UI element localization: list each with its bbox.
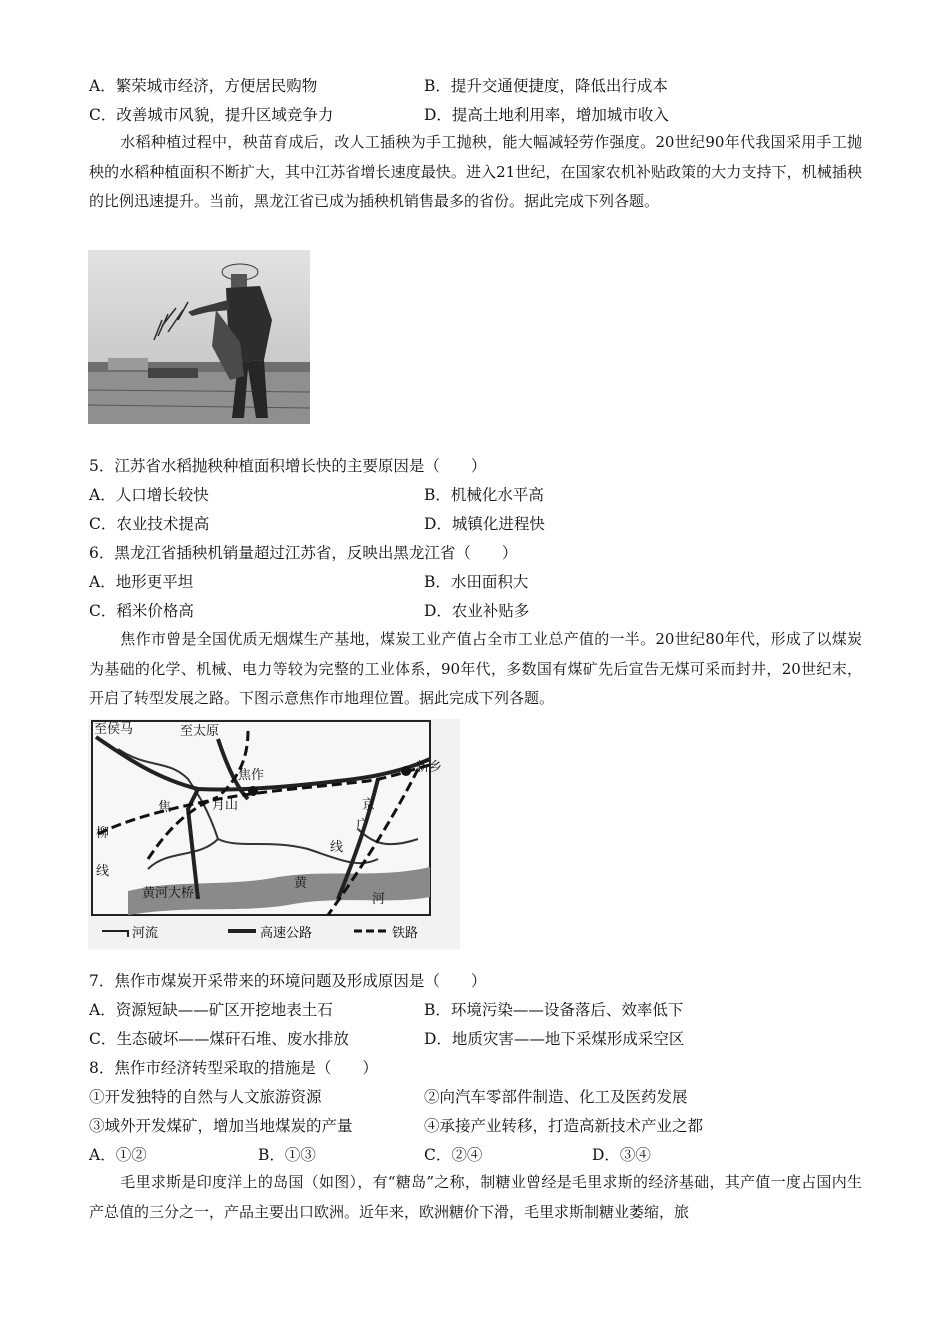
xinxiang-city-dot — [401, 766, 411, 776]
mauritius-passage — [89, 1168, 862, 1227]
jiaozuo-passage — [89, 625, 862, 714]
q7-option-a: A．资源短缺——矿区开挖地表土石 — [89, 1001, 333, 1019]
q8-option-a: A．①② — [89, 1146, 147, 1164]
q8-statement-2: ②向汽车零部件制造、化工及医药发展 — [424, 1088, 688, 1106]
q5-option-a: A．人口增长较快 — [89, 486, 209, 504]
jiaozuo-passage-text: 焦作市曾是全国优质无烟煤生产基地，煤炭工业产值占全市工业总产值的一半。20世纪80年代，形成了以煤炭为基础的化学、机械、电力等较为完整的工业体系，90年代，多数国有煤矿先后宣告无煤可采而封井，20世纪末，开启了转型发展之路。下图示意焦作市地理位置。据此完成下列各题。 — [89, 630, 862, 707]
jiaozuo-city-dot — [248, 786, 258, 796]
q7-option-c: C．生态破坏——煤矸石堆、废水排放 — [89, 1030, 349, 1048]
q8-stem: 8．焦作市经济转型采取的措施是（ ） — [89, 1059, 378, 1077]
map-label-huang: 黄 — [294, 876, 308, 891]
q4-option-a: A．繁荣城市经济，方便居民购物 — [89, 77, 318, 95]
q7-stem: 7．焦作市煤炭开采带来的环境问题及形成原因是（ ） — [89, 972, 487, 990]
q8-statement-3: ③域外开发煤矿，增加当地煤炭的产量 — [89, 1117, 353, 1135]
q6-option-a: A．地形更平坦 — [89, 573, 194, 591]
map-label-houma: 至侯马 — [94, 722, 134, 737]
map-label-jiaozuo: 焦作 — [238, 768, 265, 783]
q8-option-b: B．①③ — [258, 1146, 316, 1164]
q7-option-b: B．环境污染——设备落后、效率低下 — [424, 1001, 684, 1019]
map-label-xian-left: 线 — [96, 864, 110, 879]
rice-passage-text: 水稻种植过程中，秧苗育成后，改人工插秧为手工抛秧，能大幅减轻劳作强度。20世纪90年代我国采用手工抛秧的水稻种植面积不断扩大，其中江苏省增长速度最快。进入21世纪，在国家农机补贴政策的大力支持下，机械插秧的比例迅速提升。当前，黑龙江省已成为插秧机销售最多的省份。据此完成下列各题。 — [89, 133, 862, 210]
map-label-xian-right: 线 — [330, 840, 344, 855]
q5-stem: 5．江苏省水稻抛秧种植面积增长快的主要原因是（ ） — [89, 457, 487, 475]
q6-option-b: B．水田面积大 — [424, 573, 529, 591]
q5-option-d: D．城镇化进程快 — [424, 515, 545, 533]
q4-option-b: B．提升交通便捷度，降低出行成本 — [424, 77, 668, 95]
legend-river-label: 河流 — [132, 926, 159, 941]
map-label-guang: 广 — [356, 818, 370, 833]
map-label-xinxiang: 新乡 — [416, 760, 443, 775]
q5-option-c: C．农业技术提高 — [89, 515, 210, 533]
rice-passage — [89, 128, 862, 217]
q4-option-c: C．改善城市风貌，提升区域竞争力 — [89, 106, 334, 124]
map-label-liu: 柳 — [96, 826, 110, 841]
map-legend — [102, 925, 418, 941]
q6-option-d: D．农业补贴多 — [424, 602, 530, 620]
q8-statement-4: ④承接产业转移，打造高新技术产业之都 — [424, 1117, 704, 1135]
q4-option-d: D．提高土地利用率，增加城市收入 — [424, 106, 669, 124]
map-label-jing: 京 — [362, 798, 376, 813]
map-label-yueshan: 月山 — [212, 798, 239, 813]
q6-stem: 6．黑龙江省插秧机销量超过江苏省，反映出黑龙江省（ ） — [89, 544, 518, 562]
q7-option-d: D．地质灾害——地下采煤形成采空区 — [424, 1030, 685, 1048]
legend-river-symbol — [102, 931, 128, 937]
q5-option-b: B．机械化水平高 — [424, 486, 544, 504]
jiaozuo-location-map — [88, 719, 460, 949]
legend-highway-label: 高速公路 — [260, 926, 313, 941]
q8-option-c: C．②④ — [424, 1146, 483, 1164]
mauritius-passage-text: 毛里求斯是印度洋上的岛国（如图），有“糖岛”之称，制糖业曾经是毛里求斯的经济基础，其产值一度占国内生产总值的三分之一，产品主要出口欧洲。近年来，欧洲糖价下滑，毛里求斯制糖业萎缩，旅 — [89, 1173, 862, 1221]
rice-throwing-photo — [88, 250, 310, 424]
q8-statement-1: ①开发独特的自然与人文旅游资源 — [89, 1088, 322, 1106]
map-label-bridge: 黄河大桥 — [142, 886, 195, 901]
map-label-taiyuan: 至太原 — [180, 724, 220, 739]
map-label-he: 河 — [372, 892, 386, 907]
legend-railway-label: 铁路 — [392, 926, 419, 941]
map-label-jiao-char: 焦 — [158, 800, 172, 815]
q8-option-d: D．③④ — [592, 1146, 651, 1164]
q6-option-c: C．稻米价格高 — [89, 602, 194, 620]
